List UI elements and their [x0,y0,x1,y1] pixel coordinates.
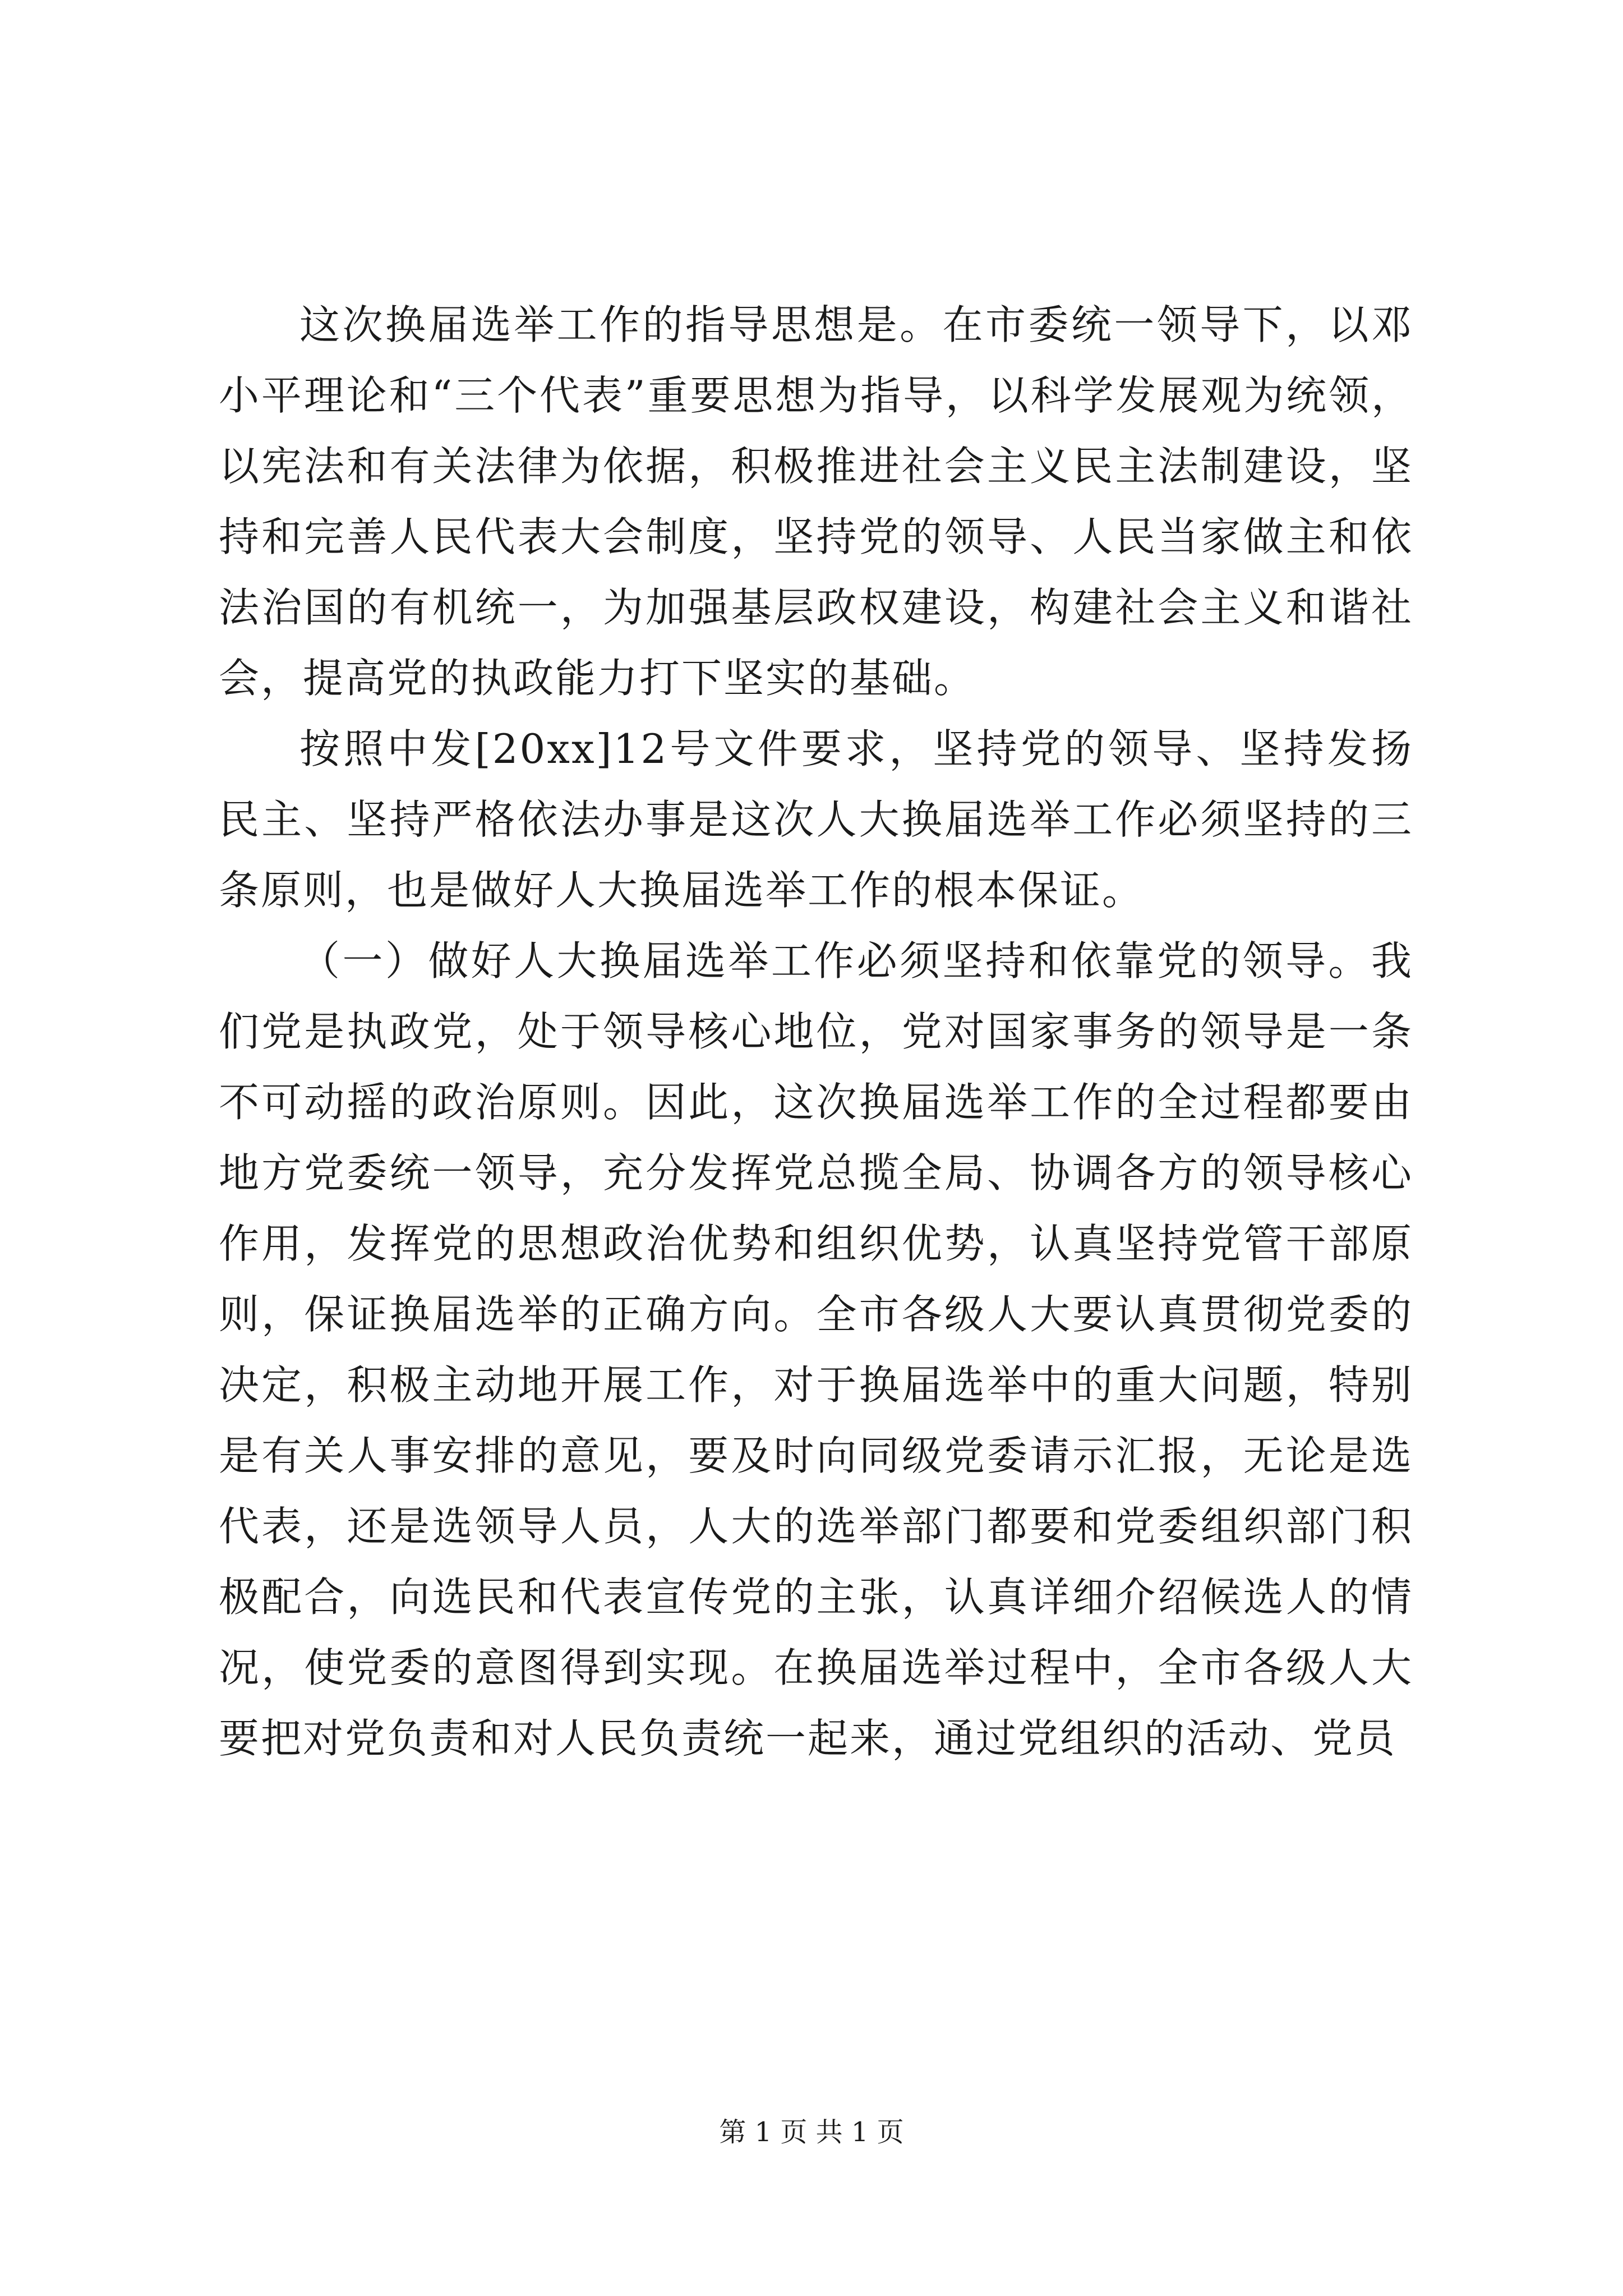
paragraph-guiding-ideology: 这次换届选举工作的指导思想是。在市委统一领导下，以邓小平理论和“三个代表”重要思想为指导，以科学发展观为统领，以宪法和有关法律为依据，积极推进社会主义民主法制建设，坚持和完善人民代表大会制度，坚持党的领导、人民当家做主和依法治国的有机统一，为加强基层政权建设，构建社会主义和谐社会，提高党的执政能力打下坚实的基础。 [219,301,1413,702]
document-body [219,289,1413,1774]
paragraph-party-leadership: （一）做好人大换届选举工作必须坚持和依靠党的领导。我们党是执政党，处于领导核心地位，党对国家事务的领导是一条不可动摇的政治原则。因此，这次换届选举工作的全过程都要由地方党委统一领导，充分发挥党总揽全局、协调各方的领导核心作用，发挥党的思想政治优势和组织优势，认真坚持党管干部原则，保证换届选举的正确方向。全市各级人大要认真贯彻党委的决定，积极主动地开展工作，对于换届选举中的重大问题，特别是有关人事安排的意见，要及时向同级党委请示汇报，无论是选代表，还是选领导人员，人大的选举部门都要和党委组织部门积极配合，向选民和代表宣传党的主张，认真详细介绍候选人的情况，使党委的意图得到实现。在换届选举过程中，全市各级人大要把对党负责和对人民负责统一起来，通过党组织的活动、党员 [219,937,1413,1762]
paragraph-principles: 按照中发[20xx]12号文件要求，坚持党的领导、坚持发扬民主、坚持严格依法办事是这次人大换届选举工作必须坚持的三条原则，也是做好人大换届选举工作的根本保证。 [219,725,1413,914]
page-footer: 第 1 页 共 1 页 [719,2116,904,2148]
